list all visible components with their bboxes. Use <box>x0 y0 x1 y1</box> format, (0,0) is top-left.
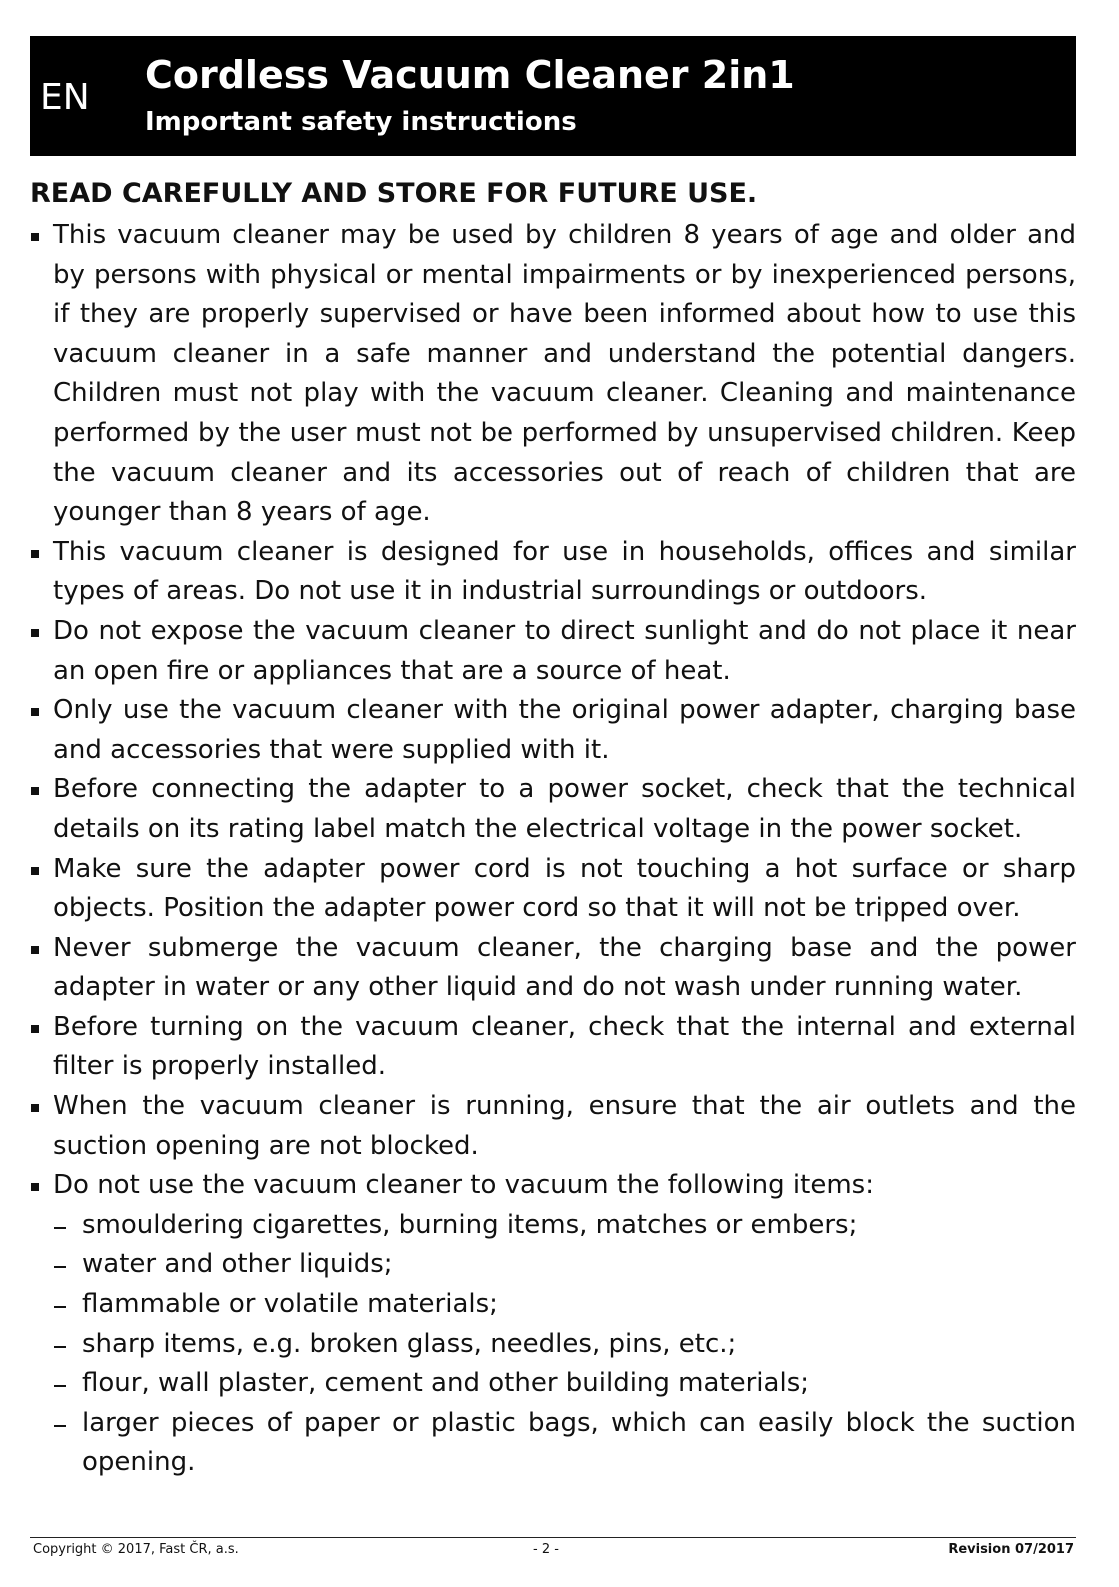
language-code: EN <box>40 77 90 118</box>
prohibited-item: sharp items, e.g. broken glass, needles, pins, etc.; <box>30 1325 1076 1365</box>
prohibited-item: water and other liquids; <box>30 1245 1076 1285</box>
instruction-item: When the vacuum cleaner is running, ensure that the air outlets and the suction opening are not blocked. <box>30 1087 1076 1166</box>
footer-revision: Revision 07/2017 <box>948 1542 1074 1557</box>
prohibited-item: smouldering cigarettes, burning items, matches or embers; <box>30 1206 1076 1246</box>
instruction-item: This vacuum cleaner is designed for use in households, offices and similar types of areas. Do not use it in industrial surroundings or outdoors. <box>30 533 1076 612</box>
safety-instructions <box>30 216 1076 1483</box>
instruction-list <box>30 216 1076 1483</box>
document-title: Cordless Vacuum Cleaner 2in1 <box>145 53 795 97</box>
instruction-item: This vacuum cleaner may be used by children 8 years of age and older and by persons with physical or mental impairments or by inexperienced persons, if they are properly supervised or have been informed about how to use this vacuum cleaner in a safe manner and understand the potential dangers. Children must not play with the vacuum cleaner. Cleaning and maintenance performed by the user must not be performed by unsupervised children. Keep the vacuum cleaner and its accessories out of reach of children that are younger than 8 years of age. <box>30 216 1076 533</box>
instruction-item: Do not expose the vacuum cleaner to direct sunlight and do not place it near an open fire or appliances that are a source of heat. <box>30 612 1076 691</box>
instruction-item: Never submerge the vacuum cleaner, the charging base and the power adapter in water or any other liquid and do not wash under running water. <box>30 929 1076 1008</box>
instruction-item: Only use the vacuum cleaner with the original power adapter, charging base and accessories that were supplied with it. <box>30 691 1076 770</box>
footer-page-number: - 2 - <box>533 1542 559 1557</box>
prohibited-items-list <box>30 1206 1076 1483</box>
header-bar <box>30 36 1076 156</box>
prohibited-item: flammable or volatile materials; <box>30 1285 1076 1325</box>
prohibited-item: flour, wall plaster, cement and other building materials; <box>30 1364 1076 1404</box>
instruction-item: Make sure the adapter power cord is not touching a hot surface or sharp objects. Position the adapter power cord so that it will not be tripped over. <box>30 850 1076 929</box>
prohibited-item: larger pieces of paper or plastic bags, which can easily block the suction opening. <box>30 1404 1076 1483</box>
lead-heading: READ CAREFULLY AND STORE FOR FUTURE USE. <box>30 178 758 209</box>
footer-copyright: Copyright © 2017, Fast ČR, a.s. <box>33 1542 239 1557</box>
instruction-item: Before connecting the adapter to a power socket, check that the technical details on its rating label match the electrical voltage in the power socket. <box>30 770 1076 849</box>
document-subtitle: Important safety instructions <box>145 107 577 137</box>
instruction-item: Before turning on the vacuum cleaner, check that the internal and external filter is properly installed. <box>30 1008 1076 1087</box>
footer-divider <box>30 1537 1076 1538</box>
instruction-item-text: Do not use the vacuum cleaner to vacuum the following items: <box>53 1170 874 1201</box>
instruction-item-prohibited <box>30 1166 1076 1483</box>
